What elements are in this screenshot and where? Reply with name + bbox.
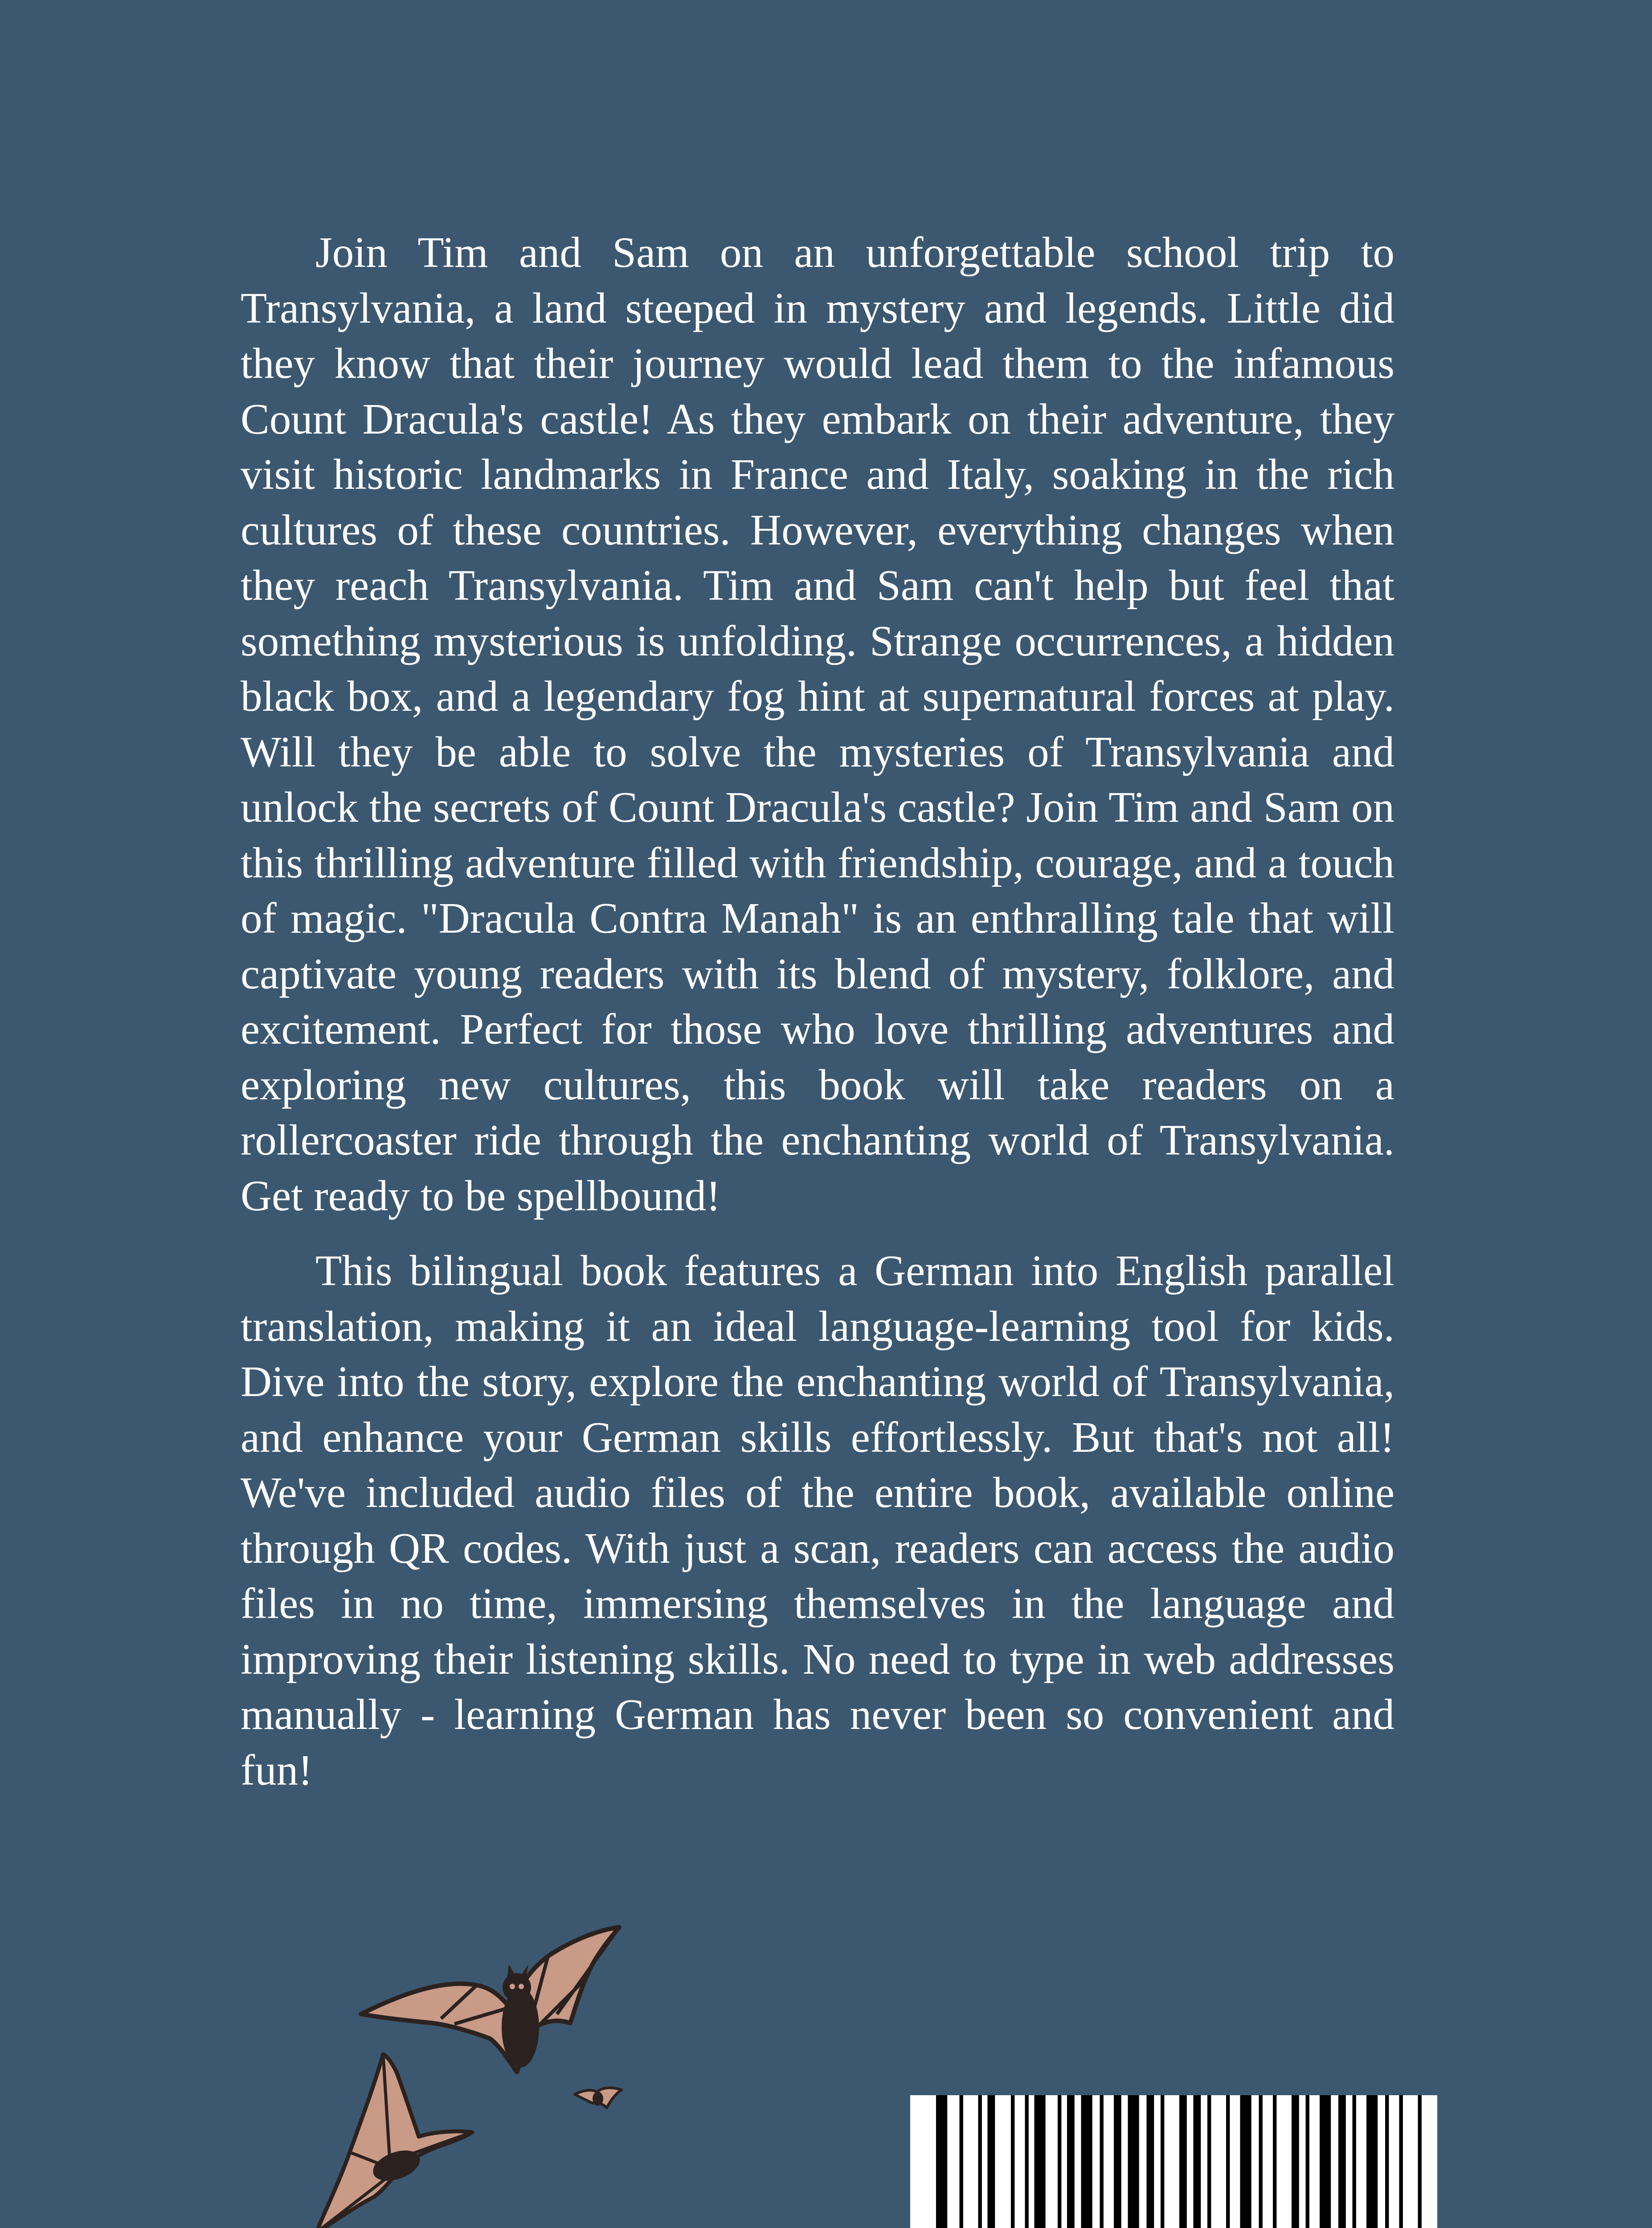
barcode-bar [988,2095,995,2228]
barcode-bar [1353,2095,1356,2228]
barcode-bar [1025,2095,1029,2228]
barcode-bar [1058,2095,1061,2228]
barcode-bar [1273,2095,1276,2228]
barcode-bar [1418,2095,1422,2228]
book-description [241,225,1394,1798]
isbn-barcode [910,2095,1437,2228]
barcode-bar [1100,2095,1104,2228]
barcode-bar [1081,2095,1092,2228]
barcode-bar [1179,2095,1187,2228]
description-paragraph-1: Join Tim and Sam on an unforgettable school trip to Transylvania, a land steeped in mystery and legends. Little did they know that their journey would lead them to the infamous Count Dracula's castle! As they embark on their adventure, they visit historic landmarks in France and Italy, soaking in the rich cultures of these countries. However, everything changes when they reach Transylvania. Tim and Sam can't help but feel that something mysterious is unfolding. Strange occurrences, a hidden black box, and a legendary fog hint at supernatural forces at play. Will they be able to solve the mysteries of Transylvania and unlock the secrets of Count Dracula's castle? Join Tim and Sam on this thrilling adventure filled with friendship, courage, and a touch of magic. "Dracula Contra Manah" is an enthralling tale that will captivate young readers with its blend of mystery, folklore, and excitement. Perfect for those who love thrilling adventures and exploring new cultures, this book will take readers on a rollercoaster ride through the enchanting world of Transylvania. Get ready to be spellbound! [241,229,1394,1220]
barcode-bar [1259,2095,1263,2228]
barcode-bar [1114,2095,1121,2228]
barcode-bar [1194,2095,1201,2228]
barcode-bar [1011,2095,1014,2228]
flying-bats-icon [307,1912,664,2228]
barcode-bar [1240,2095,1251,2228]
medium-bat-icon [316,2054,472,2228]
barcode-bar [1399,2095,1403,2228]
barcode-bar [1292,2095,1299,2228]
barcode-bar [1385,2095,1389,2228]
description-paragraph-2: This bilingual book features a German into English parallel translation, making it an ideal language-learning tool for kids. Dive into the story, explore the enchanting world of Transylvania, and enhance your German skills effortlessly. But that's not all! We've included audio files of the entire book, available online through QR codes. With just a scan, readers can access the audio files in no time, immersing themselves in the language and improving their listening skills. No need to type in web addresses manually - learning German has never been so convenient and fun! [241,1247,1394,1794]
barcode-bar [1128,2095,1139,2228]
large-bat-icon [361,1927,619,2072]
barcode-bar [1226,2095,1230,2228]
barcode-bar [1320,2095,1331,2228]
barcode-bar [1366,2095,1378,2228]
barcode-bar [1147,2095,1154,2228]
barcode-bar [1035,2095,1046,2228]
barcode-bar [1207,2095,1211,2228]
barcode-bar [1067,2095,1075,2228]
small-bat-icon [575,2088,622,2108]
barcode-bar [1161,2095,1164,2228]
barcode-bar [1306,2095,1309,2228]
barcode-bar [1338,2095,1346,2228]
barcode-bar [936,2095,947,2228]
barcode-bar [960,2095,963,2228]
barcode-bar [978,2095,982,2228]
